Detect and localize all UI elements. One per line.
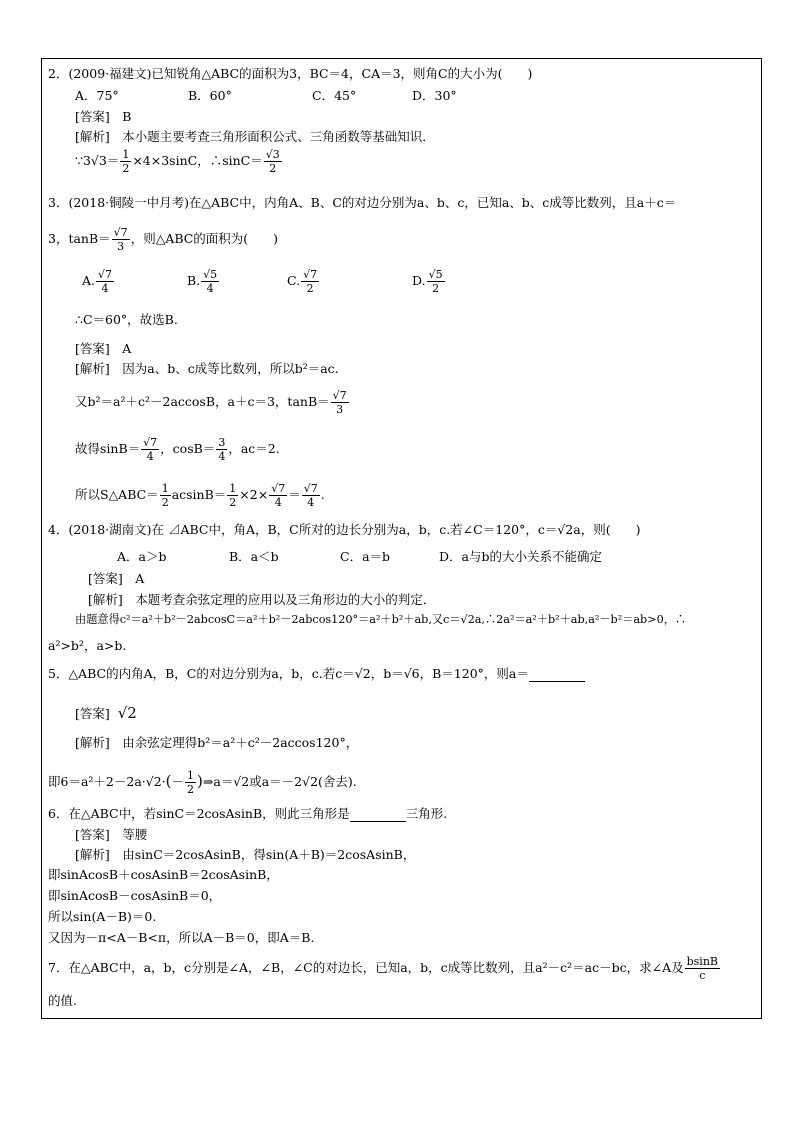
q6-line3: 所以sin(A－B)＝0.: [48, 909, 157, 924]
q4-option-c: C．a＝b: [340, 549, 391, 564]
q2-answer: [答案] B: [75, 109, 132, 124]
q3-answer: [答案] A: [75, 341, 132, 356]
q6-line2: 即sinAcosB－cosAsinB＝0，: [48, 888, 222, 903]
q3-stem-line1: 3．(2018·铜陵一中月考)在△ABC中，内角A、B、C的对边分别为a、b、c，已知a、b、c成等比数列，且a＋c＝: [48, 195, 677, 210]
q3-option-d: D. $\frac{√5}{2}$: [412, 268, 443, 295]
q3-option-a: A. $\frac{√7}{4}$: [82, 268, 113, 295]
q4-analysis: [解析] 本题考查余弦定理的应用以及三角形边的大小的判定．: [88, 592, 436, 607]
q5-stem: 5．△ABC的内角A，B，C的对边分别为a，b，c.若c＝√2，b＝√6，B＝120°，则a＝: [48, 666, 585, 682]
answer-blank: [350, 821, 406, 822]
q4-option-a: A．a＞b: [117, 549, 167, 564]
answer-blank: [529, 681, 585, 682]
q3-option-b: B. $\frac{√5}{4}$: [187, 268, 218, 295]
q5-line1: 即6＝a²＋2－2a·√2·(－ $\frac{1}{2}$ )⇒a＝√2或a＝－2√2(舍去).: [48, 769, 357, 796]
q6-line4: 又因为－π<A－B<π，所以A－B＝0，即A＝B.: [48, 930, 315, 945]
fraction: $\frac{bsinB}{c}$: [686, 955, 718, 982]
fraction: $\frac{1}{2}$: [122, 148, 130, 175]
q6-line1: 即sinAcosB＋cosAsinB＝2cosAsinB，: [48, 867, 279, 882]
q4-option-b: B．a＜b: [229, 549, 279, 564]
fraction: $\frac{√7}{3}$: [113, 226, 128, 253]
q4-stem: 4．(2018·湖南文)在 ⊿ABC中，角A，B，C所对的边长分别为a，b，c.若∠C＝120°，c＝√2a，则( ): [48, 522, 641, 537]
q3-option-c: C. $\frac{√7}{2}$: [287, 268, 318, 295]
q2-calculation: ∵3√3＝ $\frac{1}{2}$ ×4×3sinC，∴sinC＝ $\frac{√3}{2}$: [75, 148, 280, 175]
q3-line1: 又b²＝a²＋c²－2accosB，a＋c＝3，tanB＝ $\frac{√7}{3}$: [75, 389, 347, 416]
q6-answer: [答案] 等腰: [75, 827, 148, 842]
q6-analysis: [解析] 由sinC＝2cosAsinB，得sin(A＋B)＝2cosAsinB，: [75, 847, 416, 862]
q6-stem: 6．在△ABC中，若sinC＝2cosAsinB，则此三角形是 三角形.: [48, 806, 448, 821]
fraction: $\frac{√3}{2}$: [265, 148, 280, 175]
q2-option-d: D．30°: [412, 88, 457, 103]
q5-analysis: [解析] 由余弦定理得b²＝a²＋c²－2accos120°，: [75, 735, 359, 750]
q4-option-d: D．a与b的大小关系不能确定: [439, 549, 602, 564]
q4-line1: 由题意得c²＝a²＋b²－2abcosC＝a²＋b²－2abcos120°＝a²＋b²＋ab,又c＝√2a,∴2a²＝a²＋b²＋ab,a²－b²＝ab>0，∴: [75, 613, 687, 626]
q2-option-a: A．75°: [75, 88, 119, 103]
q3-analysis: [解析] 因为a、b、c成等比数列，所以b²＝ac.: [75, 361, 339, 376]
q3-stem-line2: 3，tanB＝ $\frac{√7}{3}$ ，则△ABC的面积为( ): [48, 226, 279, 253]
q3-line2: 故得sinB＝ $\frac{√7}{4}$ ，cosB＝ $\frac{3}{4}$ ，ac＝2.: [75, 436, 280, 463]
q2-stem: 2．(2009·福建文)已知锐角△ABC的面积为3，BC＝4，CA＝3，则角C的大小为( ): [48, 66, 533, 81]
q2-analysis: [解析] 本小题主要考查三角形面积公式、三角函数等基础知识．: [75, 129, 435, 144]
q3-line3: 所以S△ABC＝ $\frac{1}{2}$ acsinB＝ $\frac{1}{2}$ ×2× $\frac{√7}{4}$ ＝ $\frac{√7}{4}$ .: [75, 482, 325, 509]
q5-answer: [答案] √2: [75, 704, 137, 722]
q7-stem-end: 的值.: [48, 993, 77, 1008]
q4-line2: a²>b²，a>b.: [48, 638, 127, 653]
q3-stray-note: ∴C＝60°，故选B.: [75, 312, 178, 327]
q4-answer: [答案] A: [88, 571, 145, 586]
q2-option-c: C．45°: [312, 88, 357, 103]
q7-stem: 7．在△ABC中，a，b，c分别是∠A，∠B，∠C的对边长，已知a，b，c成等比数列，且a²－c²＝ac－bc，求∠A及 $\frac{bsinB}{c}$: [48, 955, 718, 982]
q2-option-b: B．60°: [188, 88, 232, 103]
